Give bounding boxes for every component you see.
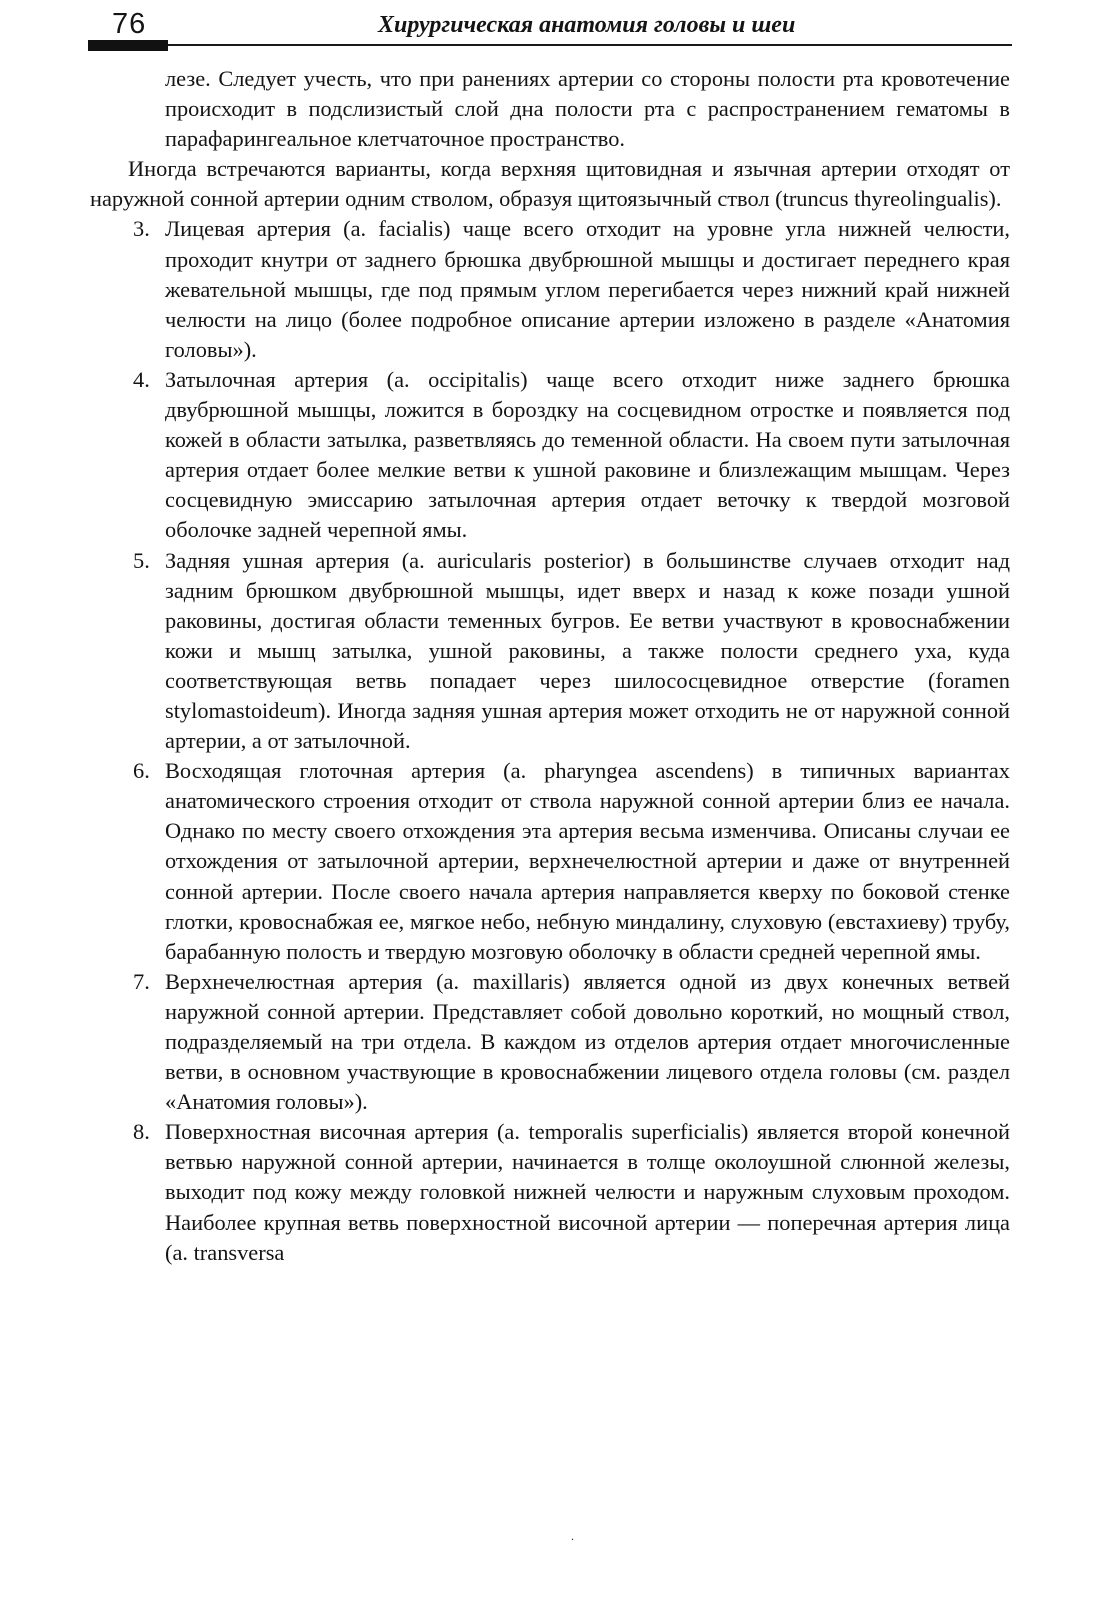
list-item-number: 4. — [133, 366, 150, 392]
list-item-occipital-artery — [90, 365, 1010, 546]
list-item-number: 6. — [133, 758, 150, 784]
list-item-text: Восходящая глоточная артерия (a. pharyngea ascendens) в типичных вариантах анатомического строения отходит от ствола наружной сонной артерии близ ее начала. Однако по месту своего отхождения эта артерия весьма изменчива. Описаны случаи ее отхождения от затылочной артерии, верхнечелюстной артерии и даже от внутренней сонной артерии. После своего начала артерия направляется кверху по боковой стенке глотки, кровоснабжая ее, мягкое небо, небную миндалину, слуховую (евстахиеву) трубу, барабанную полость и твердую мозговую оболочку в области средней черепной ямы. — [165, 758, 1010, 964]
continuation-paragraph: лезе. Следует учесть, что при ранениях артерии со стороны полости рта кровотечение происходит в подслизистый слой дна полости рта с распространением гематомы в парафарингеальное клетчаточное пространство. — [165, 66, 1010, 152]
list-item-number: 7. — [133, 968, 150, 994]
list-item-text: Лицевая артерия (a. facialis) чаще всего отходит на уровне угла нижней челюсти, проходит кнутри от заднего брюшка двубрюшной мышцы и достигает переднего края жевательной мышцы, где под прямым углом перегибается через нижний край нижней челюсти на лицо (более подробное описание артерии изложено в разделе «Анатомия головы»). — [165, 216, 1010, 362]
variant-paragraph: Иногда встречаются варианты, когда верхняя щитовидная и язычная артерии отходят от наружной сонной артерии одним стволом, образуя щитоязычный ствол (truncus thyreolingualis). — [90, 156, 1010, 212]
list-item-number: 3. — [133, 216, 150, 242]
list-item-text: Верхнечелюстная артерия (a. maxillaris) является одной из двух конечных ветвей наружной сонной артерии. Представляет собой довольно короткий, но мощный ствол, подразделяемый на три отдела. В каждом из отделов артерия отдает многочисленные ветви, в основном участвующие в кровоснабжении лицевого отдела головы (см. раздел «Анатомия головы»). — [165, 968, 1010, 1115]
list-item-superficial-temporal-artery — [90, 1117, 1010, 1267]
running-title: Хирургическая анатомия головы и шеи — [378, 12, 796, 38]
header-rule — [88, 44, 1012, 46]
list-item-text: Задняя ушная артерия (a. auricularis posterior) в большинстве случаев отходит над задним брюшком двубрюшной мышцы, идет вверх и назад к коже позади ушной раковины, достигая области теменных бугров. Ее ветви участвуют в кровоснабжении кожи и мышц затылка, ушной раковины, а также полости среднего уха, куда соответствующая ветвь попадает через шилососцевидное отверстие (foramen stylomastoideum). Иногда задняя ушная артерия может отходить не от наружной сонной артерии, а от затылочной. — [165, 547, 1010, 754]
list-item-number: 5. — [133, 547, 150, 573]
list-item-ascending-pharyngeal-artery — [90, 756, 1010, 967]
footer-mark: . — [571, 1529, 574, 1543]
page-body — [90, 64, 1010, 1268]
list-item-text: Поверхностная височная артерия (a. temporalis superficialis) является второй конечной ветвью наружной сонной артерии, начинается в толще околоушной слюнной железы, выходит под кожу между головкой нижней челюсти и наружным слуховым проходом. Наиболее крупная ветвь поверхностной височной артерии — поперечная артерия лица (a. transversa — [165, 1119, 1010, 1265]
header-bar-mark — [88, 40, 168, 51]
list-item-posterior-auricular-artery — [90, 546, 1010, 757]
list-item-maxillary-artery — [90, 967, 1010, 1117]
list-item-facial-artery — [90, 214, 1010, 364]
list-item-number: 8. — [133, 1119, 150, 1145]
page-number: 76 — [112, 8, 147, 40]
running-header — [88, 4, 1012, 50]
list-item-text: Затылочная артерия (a. occipitalis) чаще всего отходит ниже заднего брюшка двубрюшной мышцы, ложится в бороздку на сосцевидном отростке и появляется под кожей в области затылка, разветвляясь до теменной области. На своем пути затылочная артерия отдает более мелкие ветви к ушной раковине и близлежащим мышцам. Через сосцевидную эмиссарию затылочная артерия отдает веточку к твердой мозговой оболочке задней черепной ямы. — [165, 366, 1010, 543]
